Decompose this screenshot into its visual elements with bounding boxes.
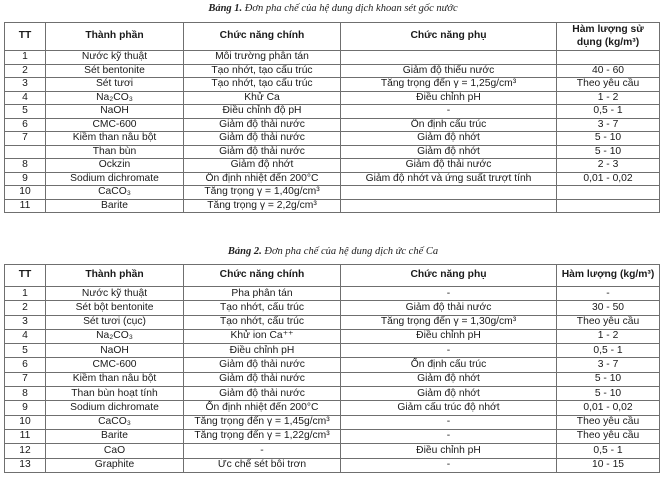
- table2-component-cell: Kiềm than nâu bột: [46, 372, 184, 386]
- table1-main-function-cell: Tăng trọng γ = 1,40g/cm³: [184, 186, 341, 200]
- table2-main-function-cell: Giảm độ thải nước: [184, 358, 341, 372]
- table1-main-function-cell: Giảm độ thải nước: [184, 132, 341, 146]
- table2-component-cell: Sét bột bentonite: [46, 301, 184, 315]
- table2-row: [5, 315, 660, 329]
- table2-content-cell: 3 - 7: [557, 358, 660, 372]
- table2-header-component: Thành phần: [46, 265, 184, 287]
- table1-header-content: Hàm lượng sử dụng (kg/m³): [557, 23, 660, 51]
- table1-row: [5, 145, 660, 159]
- table2-main-function-cell: Ức chế sét bôi trơn: [184, 458, 341, 472]
- table2-content-cell: 0,01 - 0,02: [557, 401, 660, 415]
- table1-header-component: Thành phần: [46, 23, 184, 51]
- table1-main-function-cell: Giảm độ thải nước: [184, 118, 341, 132]
- table2-component-cell: CaCO₃: [46, 415, 184, 429]
- table1-secondary-function-cell: Giảm độ thải nước: [341, 159, 557, 173]
- table2: [4, 264, 660, 473]
- table1-row: [5, 118, 660, 132]
- table2-row: [5, 287, 660, 301]
- table1-component-cell: Than bùn: [46, 145, 184, 159]
- table2-tt-cell: 2: [5, 301, 46, 315]
- table2-component-cell: NaOH: [46, 344, 184, 358]
- table1-tt-cell: [5, 145, 46, 159]
- table2-body: [5, 287, 660, 473]
- table2-content-cell: 5 - 10: [557, 387, 660, 401]
- table2-component-cell: Graphite: [46, 458, 184, 472]
- table2-main-function-cell: Tạo nhớt, cấu trúc: [184, 315, 341, 329]
- table2-tt-cell: 7: [5, 372, 46, 386]
- table2-row: [5, 401, 660, 415]
- table2-content-cell: Theo yêu cầu: [557, 415, 660, 429]
- table2-caption: [0, 246, 666, 257]
- table2-content-cell: Theo yêu cầu: [557, 429, 660, 443]
- table1-component-cell: Na₂CO₃: [46, 91, 184, 105]
- table2-secondary-function-cell: -: [341, 415, 557, 429]
- table1-caption-text: Đơn pha chế của hệ dung dịch khoan sét gốc nước: [244, 3, 458, 14]
- table1-tt-cell: 3: [5, 78, 46, 92]
- table2-row: [5, 344, 660, 358]
- table2-content-cell: 5 - 10: [557, 372, 660, 386]
- table1-content-cell: [557, 199, 660, 213]
- table2-tt-cell: 13: [5, 458, 46, 472]
- table2-row: [5, 358, 660, 372]
- table1-content-cell: [557, 51, 660, 65]
- table1-main-function-cell: Giảm độ thải nước: [184, 145, 341, 159]
- table2-row: [5, 458, 660, 472]
- table2-caption-text: Đơn pha chế của hệ dung dịch ức chế Ca: [264, 246, 439, 257]
- table2-main-function-cell: Ổn định nhiệt đến 200°C: [184, 401, 341, 415]
- table2-content-cell: 1 - 2: [557, 329, 660, 343]
- table2-main-function-cell: Tạo nhớt, cấu trúc: [184, 301, 341, 315]
- table2-tt-cell: 4: [5, 329, 46, 343]
- table1-content-cell: 5 - 10: [557, 145, 660, 159]
- table2-tt-cell: 3: [5, 315, 46, 329]
- table1-main-function-cell: Giảm độ nhớt: [184, 159, 341, 173]
- table2-main-function-cell: Điều chỉnh pH: [184, 344, 341, 358]
- table1-content-cell: 40 - 60: [557, 64, 660, 78]
- table1-secondary-function-cell: Tăng trọng đến γ = 1,25g/cm³: [341, 78, 557, 92]
- table2-component-cell: Na₂CO₃: [46, 329, 184, 343]
- table1-row: [5, 132, 660, 146]
- table1-main-function-cell: Khử Ca: [184, 91, 341, 105]
- table2-row: [5, 429, 660, 443]
- table2-secondary-function-cell: -: [341, 344, 557, 358]
- table1-component-cell: CMC-600: [46, 118, 184, 132]
- table2-secondary-function-cell: Tăng trọng đến γ = 1,30g/cm³: [341, 315, 557, 329]
- table1-content-cell: 1 - 2: [557, 91, 660, 105]
- table1-component-cell: NaOH: [46, 105, 184, 119]
- table1-row: [5, 159, 660, 173]
- table2-caption-label: Bảng 2.: [227, 246, 262, 257]
- table1-main-function-cell: Tạo nhớt, tạo cấu trúc: [184, 64, 341, 78]
- table1-tt-cell: 1: [5, 51, 46, 65]
- table1-secondary-function-cell: Điều chỉnh pH: [341, 91, 557, 105]
- table2-row: [5, 329, 660, 343]
- table1-component-cell: CaCO₃: [46, 186, 184, 200]
- table1-content-cell: 0,01 - 0,02: [557, 172, 660, 186]
- table2-secondary-function-cell: Giảm độ nhớt: [341, 387, 557, 401]
- table1-component-cell: Sét tươi: [46, 78, 184, 92]
- table2-main-function-cell: Tăng trọng đến γ = 1,22g/cm³: [184, 429, 341, 443]
- table1-row: [5, 186, 660, 200]
- table1-secondary-function-cell: Ổn định cấu trúc: [341, 118, 557, 132]
- table2-component-cell: Sét tươi (cục): [46, 315, 184, 329]
- table2-component-cell: CaO: [46, 444, 184, 458]
- table2-component-cell: Than bùn hoạt tính: [46, 387, 184, 401]
- table2-content-cell: Theo yêu cầu: [557, 315, 660, 329]
- table2-content-cell: 0,5 - 1: [557, 444, 660, 458]
- table1-row: [5, 64, 660, 78]
- table2-main-function-cell: Giảm độ thải nước: [184, 387, 341, 401]
- table2-header-secondary-function: Chức năng phụ: [341, 265, 557, 287]
- table2-row: [5, 415, 660, 429]
- table1-main-function-cell: Tăng trọng γ = 2,2g/cm³: [184, 199, 341, 213]
- table2-row: [5, 444, 660, 458]
- table2-component-cell: CMC-600: [46, 358, 184, 372]
- table1-tt-cell: 6: [5, 118, 46, 132]
- table1-main-function-cell: Ổn định nhiệt đến 200°C: [184, 172, 341, 186]
- table2-main-function-cell: Khử ion Ca⁺⁺: [184, 329, 341, 343]
- table1-main-function-cell: Môi trường phân tán: [184, 51, 341, 65]
- table1-header-main-function: Chức năng chính: [184, 23, 341, 51]
- table2-component-cell: Sodium dichromate: [46, 401, 184, 415]
- table2-content-cell: -: [557, 287, 660, 301]
- table2-tt-cell: 12: [5, 444, 46, 458]
- table1-content-cell: 0,5 - 1: [557, 105, 660, 119]
- table1-tt-cell: 9: [5, 172, 46, 186]
- table1-tt-cell: 8: [5, 159, 46, 173]
- table1-component-cell: Sét bentonite: [46, 64, 184, 78]
- table1-secondary-function-cell: [341, 186, 557, 200]
- table2-main-function-cell: Giảm độ thải nước: [184, 372, 341, 386]
- table2-secondary-function-cell: Giảm độ nhớt: [341, 372, 557, 386]
- table1-row: [5, 78, 660, 92]
- table1-secondary-function-cell: -: [341, 105, 557, 119]
- table1-row: [5, 172, 660, 186]
- table2-secondary-function-cell: Giảm cấu trúc độ nhớt: [341, 401, 557, 415]
- table1: [4, 22, 660, 213]
- table2-main-function-cell: Pha phân tán: [184, 287, 341, 301]
- table2-header-content: Hàm lượng (kg/m³): [557, 265, 660, 287]
- table1-tt-cell: 4: [5, 91, 46, 105]
- table1-row: [5, 51, 660, 65]
- table1-header-tt: TT: [5, 23, 46, 51]
- table1-content-cell: Theo yêu cầu: [557, 78, 660, 92]
- table2-main-function-cell: Tăng trọng đến γ = 1,45g/cm³: [184, 415, 341, 429]
- table2-row: [5, 387, 660, 401]
- table2-tt-cell: 8: [5, 387, 46, 401]
- table2-tt-cell: 9: [5, 401, 46, 415]
- table1-secondary-function-cell: Giảm độ thiếu nước: [341, 64, 557, 78]
- table1-content-cell: 2 - 3: [557, 159, 660, 173]
- table2-content-cell: 10 - 15: [557, 458, 660, 472]
- table2-row: [5, 372, 660, 386]
- table2-secondary-function-cell: Điều chỉnh pH: [341, 329, 557, 343]
- table1-component-cell: Barite: [46, 199, 184, 213]
- table1-secondary-function-cell: Giảm độ nhớt: [341, 132, 557, 146]
- table2-content-cell: 0,5 - 1: [557, 344, 660, 358]
- table1-tt-cell: 2: [5, 64, 46, 78]
- table2-secondary-function-cell: Giảm độ thải nước: [341, 301, 557, 315]
- table2-tt-cell: 1: [5, 287, 46, 301]
- table1-tt-cell: 11: [5, 199, 46, 213]
- table1-main-function-cell: Tạo nhớt, tạo cấu trúc: [184, 78, 341, 92]
- table2-row: [5, 301, 660, 315]
- table2-secondary-function-cell: -: [341, 429, 557, 443]
- table1-caption: [0, 3, 666, 14]
- table2-header-row: [5, 265, 660, 287]
- table2-content-cell: 30 - 50: [557, 301, 660, 315]
- table1-row: [5, 105, 660, 119]
- table1-content-cell: 3 - 7: [557, 118, 660, 132]
- table1-component-cell: Sodium dichromate: [46, 172, 184, 186]
- table1-header-secondary-function: Chức năng phụ: [341, 23, 557, 51]
- table2-secondary-function-cell: Ổn định cấu trúc: [341, 358, 557, 372]
- table2-main-function-cell: -: [184, 444, 341, 458]
- table2-component-cell: Nước kỹ thuật: [46, 287, 184, 301]
- table1-secondary-function-cell: [341, 51, 557, 65]
- table1-component-cell: Kiềm than nâu bột: [46, 132, 184, 146]
- table2-tt-cell: 10: [5, 415, 46, 429]
- table2-secondary-function-cell: Điều chỉnh pH: [341, 444, 557, 458]
- table1-row: [5, 199, 660, 213]
- table1-component-cell: Ockzin: [46, 159, 184, 173]
- table1-caption-label: Bảng 1.: [208, 3, 243, 14]
- table1-header-row: [5, 23, 660, 51]
- table1-content-cell: 5 - 10: [557, 132, 660, 146]
- table1-secondary-function-cell: Giảm độ nhớt và ứng suất trượt tính: [341, 172, 557, 186]
- table2-component-cell: Barite: [46, 429, 184, 443]
- table2-tt-cell: 11: [5, 429, 46, 443]
- table1-row: [5, 91, 660, 105]
- table1-secondary-function-cell: [341, 199, 557, 213]
- table1-body: [5, 51, 660, 213]
- table2-header-main-function: Chức năng chính: [184, 265, 341, 287]
- table1-secondary-function-cell: Giảm độ nhớt: [341, 145, 557, 159]
- table2-tt-cell: 5: [5, 344, 46, 358]
- table1-tt-cell: 7: [5, 132, 46, 146]
- table1-tt-cell: 5: [5, 105, 46, 119]
- table1-main-function-cell: Điều chỉnh độ pH: [184, 105, 341, 119]
- table1-tt-cell: 10: [5, 186, 46, 200]
- table2-secondary-function-cell: -: [341, 287, 557, 301]
- table2-header-tt: TT: [5, 265, 46, 287]
- table2-secondary-function-cell: -: [341, 458, 557, 472]
- table1-content-cell: [557, 186, 660, 200]
- table1-component-cell: Nước kỹ thuật: [46, 51, 184, 65]
- table2-tt-cell: 6: [5, 358, 46, 372]
